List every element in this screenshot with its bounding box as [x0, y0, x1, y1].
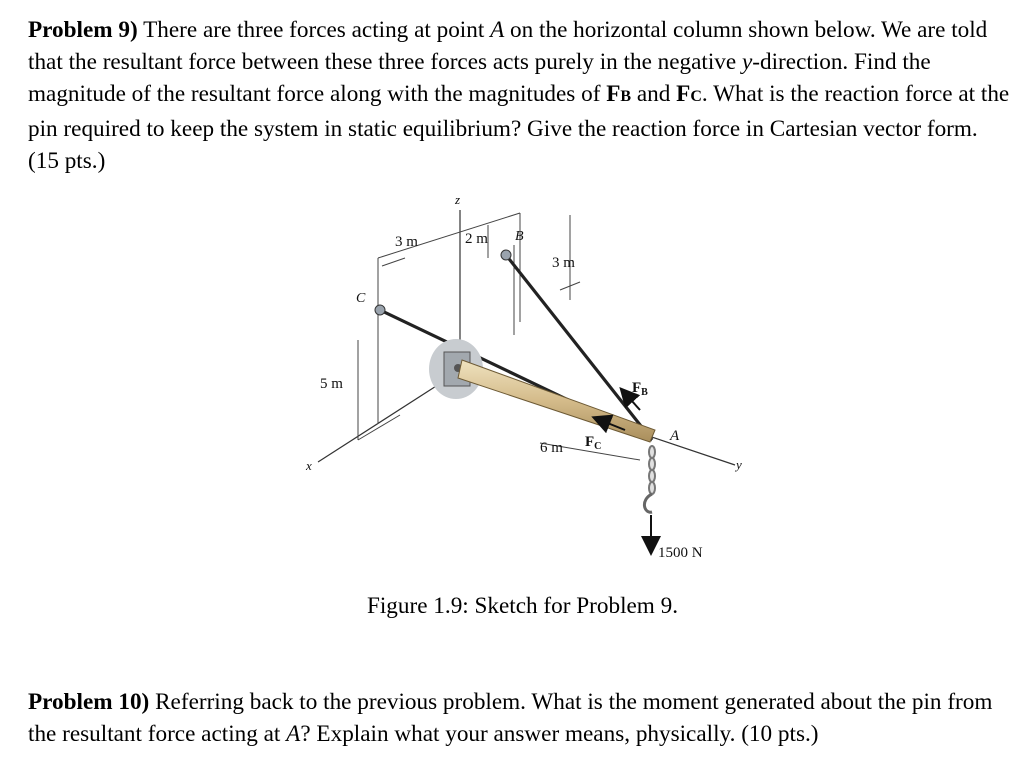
figure-caption: Figure 1.9: Sketch for Problem 9. — [366, 593, 679, 619]
label-z: z — [455, 192, 461, 207]
label-6m: 6 m — [540, 440, 563, 456]
problem-9-text: Problem 9) There are three forces acting at point A on the horizontal column shown below. We are told that the resultant force between these three forces acts purely in the negative y-direction. Find the magnitude of the resultant force along with the magnitudes of FB and FC. What is the reaction force at the pin required to keep the system in static equilibrium? Give the reaction force in Cartesian vector form. (15 pts.) — [28, 17, 1010, 174]
anchor-B — [501, 250, 511, 260]
label-3m-left: 3 m — [395, 234, 418, 250]
label-A: A — [670, 428, 680, 444]
label-FB: $F_B$ — [632, 380, 648, 398]
beam — [458, 360, 655, 442]
label-B: B — [515, 229, 524, 244]
label-x: x — [306, 458, 312, 473]
label-FC: $F_C$ — [585, 434, 602, 452]
cables — [380, 255, 652, 440]
label-load: 1500 N — [658, 545, 703, 561]
label-y: y — [736, 457, 742, 472]
label-3m-right: 3 m — [552, 255, 575, 271]
chain-hook — [644, 446, 655, 512]
problem-10-label: Problem 10) — [28, 689, 150, 715]
label-5m: 5 m — [320, 376, 343, 392]
label-2m: 2 m — [465, 231, 488, 247]
anchor-C — [375, 305, 385, 315]
label-C: C — [356, 291, 366, 306]
problem-9-label: Problem 9) — [28, 17, 138, 43]
problem-10-text: Problem 10) Referring back to the previous problem. What is the moment generated about the pin from the resultant force acting at A? Explain what your answer means, physically. (10 pts.) — [28, 689, 993, 747]
problem-9-figure — [300, 185, 760, 575]
